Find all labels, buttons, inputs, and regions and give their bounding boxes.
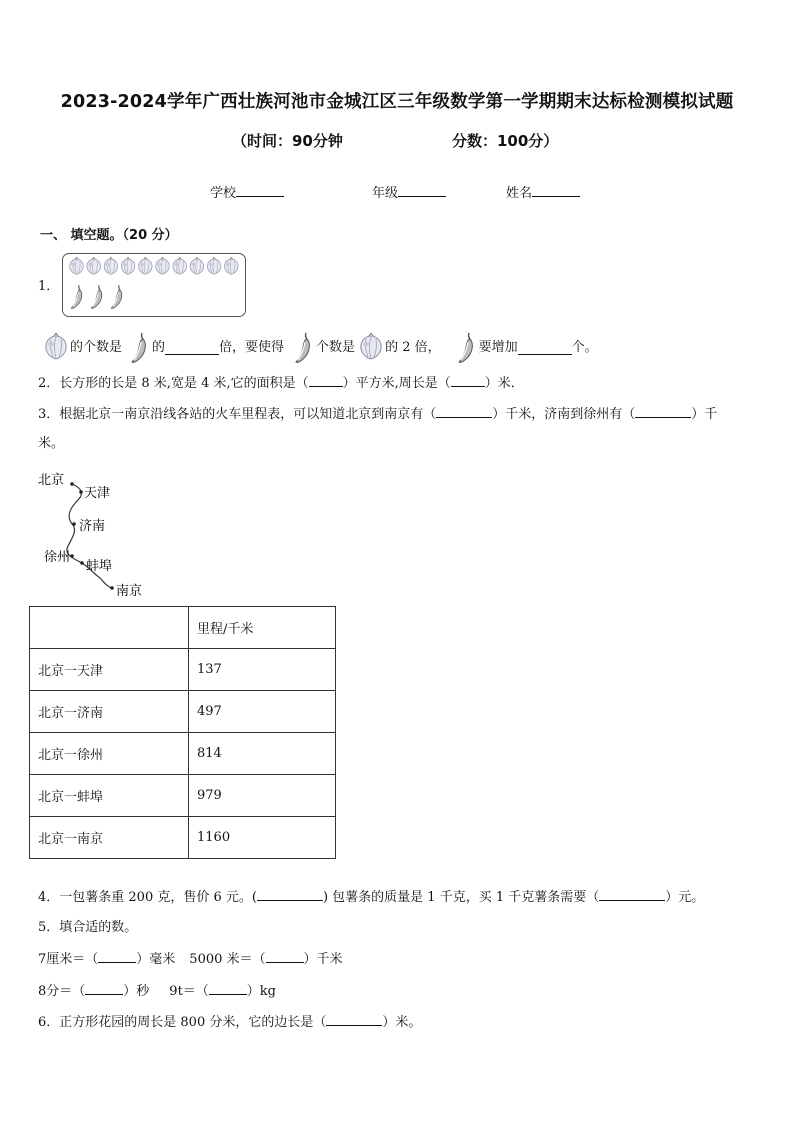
q3-text-c: ）千 [691, 407, 718, 422]
route-cell: 北京一徐州 [30, 733, 189, 775]
mileage-table [29, 606, 336, 859]
q4 [38, 888, 704, 907]
q1-text-7: 个。 [571, 340, 598, 355]
q1-blank-1[interactable] [165, 342, 219, 355]
q1-text-6: 要增加 [478, 340, 518, 355]
garlic-icon [42, 333, 70, 363]
q1-text-4: 个数是 [316, 340, 356, 355]
grade-field [372, 182, 446, 201]
q2-blank-2[interactable] [451, 374, 485, 387]
section-title: 一、 填空题。（20 分） [40, 228, 178, 243]
station-dot [110, 586, 114, 590]
station-dot [72, 522, 76, 526]
q1-sentence [42, 331, 762, 365]
station-dot [79, 490, 83, 494]
q5-text: 7厘米＝（ [38, 952, 99, 967]
garlic-icon [173, 257, 187, 274]
garlic-icon [139, 257, 153, 274]
q4-text-b: ) 包薯条的质量是 1 千克，买 1 千克薯条需要（ [322, 890, 600, 905]
table-row [30, 817, 336, 859]
q5-blank-3[interactable] [85, 982, 123, 995]
q3-line1 [38, 405, 717, 424]
exam-time: （时间：90分钟 [232, 132, 343, 150]
q4-blank-1[interactable] [257, 888, 323, 901]
distance-cell: 1160 [189, 817, 336, 859]
station-label: 济南 [79, 519, 106, 534]
distance-cell: 814 [189, 733, 336, 775]
grade-label: 年级 [372, 186, 399, 201]
q4-text-a: 4．一包薯条重 200 克，售价 6 元。( [38, 890, 257, 905]
station-dot [80, 561, 84, 565]
table-row [30, 649, 336, 691]
route-cell: 北京一南京 [30, 817, 189, 859]
q4-text-c: ）元。 [665, 890, 705, 905]
pepper-icon [111, 285, 121, 308]
q2-text-a: 2．长方形的长是 8 米,宽是 4 米,它的面积是（ [38, 376, 309, 391]
table-row [30, 733, 336, 775]
q5-blank-4[interactable] [209, 982, 247, 995]
exam-score: 分数：100分） [452, 132, 559, 150]
garlic-icon [104, 257, 118, 274]
station-label: 徐州 [44, 550, 71, 565]
q2-text-b: ）平方米,周长是（ [342, 376, 451, 391]
route-cell: 北京一蚌埠 [30, 775, 189, 817]
q5-text: ）毫米 [136, 952, 176, 967]
grade-blank[interactable] [398, 184, 446, 197]
q6-text-b: ）米。 [382, 1015, 422, 1030]
q4-blank-2[interactable] [599, 888, 665, 901]
q5-text: 5000 米＝（ [189, 952, 266, 967]
garlic-icon [190, 257, 204, 274]
route-cell: 北京一天津 [30, 649, 189, 691]
garlic-icon [225, 257, 239, 274]
distance-cell: 137 [189, 649, 336, 691]
q6-blank[interactable] [326, 1013, 382, 1026]
q1-text-1: 的个数是 [70, 340, 123, 355]
q1-text-3: 倍，要使得 [219, 340, 285, 355]
q6-text-a: 6．正方形花园的周长是 800 分米，它的边长是（ [38, 1015, 327, 1030]
q5-text: ）kg [246, 984, 276, 999]
q1-blank-2[interactable] [518, 342, 572, 355]
q1-text-5: 的 2 倍， [385, 340, 441, 355]
q5-blank-2[interactable] [266, 950, 304, 963]
q2-blank-1[interactable] [309, 374, 343, 387]
name-field [506, 182, 580, 201]
station-label: 天津 [84, 486, 111, 501]
pepper-icon [91, 285, 101, 308]
distance-cell: 497 [189, 691, 336, 733]
station-label: 北京 [38, 473, 65, 488]
table-header-cell [30, 607, 189, 649]
q5-title: 5．填合适的数。 [38, 920, 138, 935]
q5-text: 8分＝（ [38, 984, 86, 999]
route-cell: 北京一济南 [30, 691, 189, 733]
q5-text: ）秒 [123, 984, 150, 999]
exam-title: 2023-2024学年广西壮族河池市金城江区三年级数学第一学期期末达标检测模拟试题 [60, 92, 734, 112]
pepper-icon [451, 331, 479, 365]
table-header-row [30, 607, 336, 649]
railway-map [30, 466, 180, 602]
q2 [38, 374, 524, 393]
station-label: 蚌埠 [86, 559, 113, 574]
q1-text-2: 的 [152, 340, 166, 355]
name-blank[interactable] [532, 184, 580, 197]
distance-cell: 979 [189, 775, 336, 817]
q5-line2 [38, 982, 276, 1001]
school-blank[interactable] [236, 184, 284, 197]
school-field [210, 182, 284, 201]
q1-number: 1． [38, 279, 60, 294]
q5-line1 [38, 950, 343, 969]
pepper-icon [124, 331, 152, 365]
q1-picture [63, 254, 245, 316]
q3-text-b: ）千米，济南到徐州有（ [492, 407, 636, 422]
q1-picture-box [62, 253, 246, 317]
school-label: 学校 [210, 186, 237, 201]
q2-text-c: ）米． [484, 376, 524, 391]
table-row [30, 775, 336, 817]
table-row [30, 691, 336, 733]
garlic-icon [121, 257, 135, 274]
garlic-icon [357, 333, 385, 363]
pepper-icon [288, 331, 316, 365]
q3-blank-2[interactable] [635, 405, 691, 418]
q3-line2: 米。 [38, 436, 65, 451]
garlic-icon [156, 257, 170, 274]
q3-text-a: 3．根据北京一南京沿线各站的火车里程表，可以知道北京到南京有（ [38, 407, 437, 422]
q5-blank-1[interactable] [98, 950, 136, 963]
table-header-cell: 里程/千米 [189, 607, 336, 649]
name-label: 姓名 [506, 186, 533, 201]
q3-blank-1[interactable] [436, 405, 492, 418]
station-label: 南京 [116, 584, 143, 599]
garlic-icon [87, 257, 101, 274]
garlic-icon [70, 257, 84, 274]
station-dot [70, 554, 74, 558]
q6 [38, 1013, 421, 1032]
station-dot [70, 482, 74, 486]
garlic-icon [207, 257, 221, 274]
pepper-icon [71, 285, 81, 308]
q5-text: ）千米 [303, 952, 343, 967]
q5-text: 9t＝（ [169, 984, 209, 999]
